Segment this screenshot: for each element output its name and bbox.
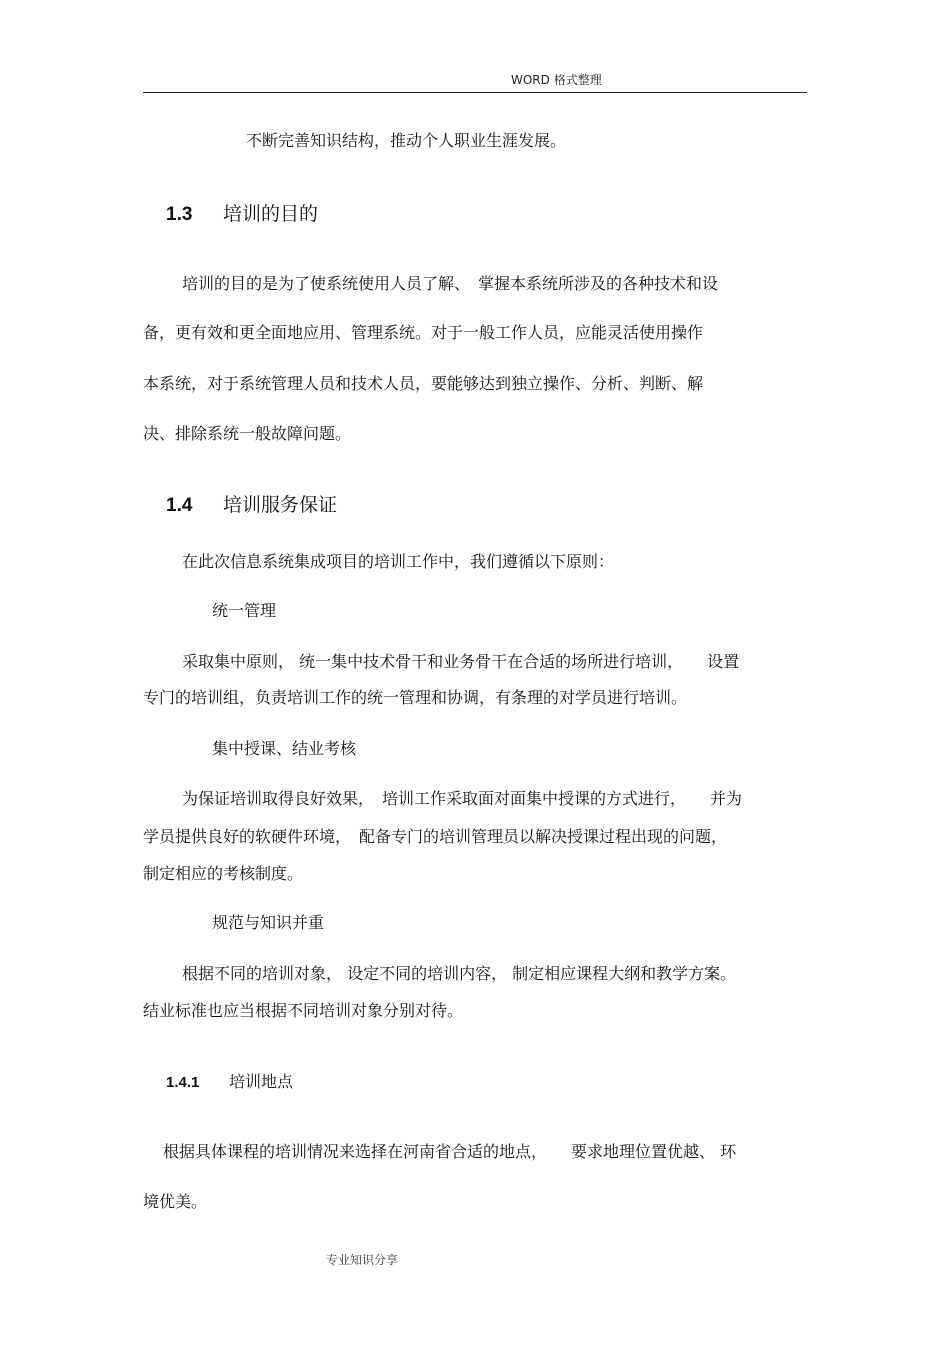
paragraph-line: 专门的培训组，负责培训工作的统一管理和协调，有条理的对学员进行培训。 — [143, 688, 688, 707]
section-title: 培训的目的 — [223, 203, 319, 225]
section-heading-1-4 — [166, 493, 337, 518]
paragraph-line: 制定相应的考核制度。 — [143, 864, 304, 883]
header-text: WORD 格式整理 — [511, 73, 602, 87]
page-footer: 专业知识分享 — [326, 1253, 399, 1267]
subsection-label: 规范与知识并重 — [212, 913, 325, 932]
subsection-heading-1-4-1 — [166, 1072, 293, 1093]
section-title: 培训服务保证 — [223, 494, 338, 516]
paragraph-line: 不断完善知识结构，推动个人职业生涯发展。 — [246, 131, 567, 150]
paragraph-line: 结业标准也应当根据不同培训对象分别对待。 — [143, 1001, 464, 1020]
section-number: 1.4.1 — [166, 1074, 200, 1091]
section-title: 培训地点 — [229, 1072, 294, 1091]
paragraph-line: 根据不同的培训对象， 设定不同的培训内容， 制定相应课程大纲和教学方案。 — [182, 964, 737, 983]
paragraph-line: 决、排除系统一般故障问题。 — [143, 424, 352, 443]
subsection-label: 集中授课、结业考核 — [212, 739, 357, 758]
section-number: 1.4 — [166, 495, 193, 516]
paragraph-line: 学员提供良好的软硬件环境， 配备专门的培训管理员以解决授课过程出现的问题， — [143, 827, 728, 846]
paragraph-line: 在此次信息系统集成项目的培训工作中，我们遵循以下原则： — [182, 552, 615, 571]
section-number: 1.3 — [166, 204, 193, 225]
paragraph-line: 备，更有效和更全面地应用、管理系统。对于一般工作人员，应能灵活使用操作 — [143, 323, 704, 342]
subsection-label: 统一管理 — [212, 601, 277, 620]
paragraph-line: 培训的目的是为了使系统使用人员了解、 掌握本系统所涉及的各种技术和设 — [182, 274, 719, 293]
paragraph-line: 为保证培训取得良好效果， 培训工作采取面对面集中授课的方式进行， 并为 — [182, 789, 743, 808]
page-header — [143, 68, 807, 93]
paragraph-line: 境优美。 — [143, 1192, 208, 1211]
paragraph-line: 本系统，对于系统管理人员和技术人员，要能够达到独立操作、分析、判断、解 — [143, 374, 704, 393]
paragraph-line: 根据具体课程的培训情况来选择在河南省合适的地点， 要求地理位置优越、 环 — [163, 1142, 737, 1161]
paragraph-line: 采取集中原则， 统一集中技术骨干和业务骨干在合适的场所进行培训， 设置 — [182, 652, 740, 671]
section-heading-1-3 — [166, 202, 318, 227]
